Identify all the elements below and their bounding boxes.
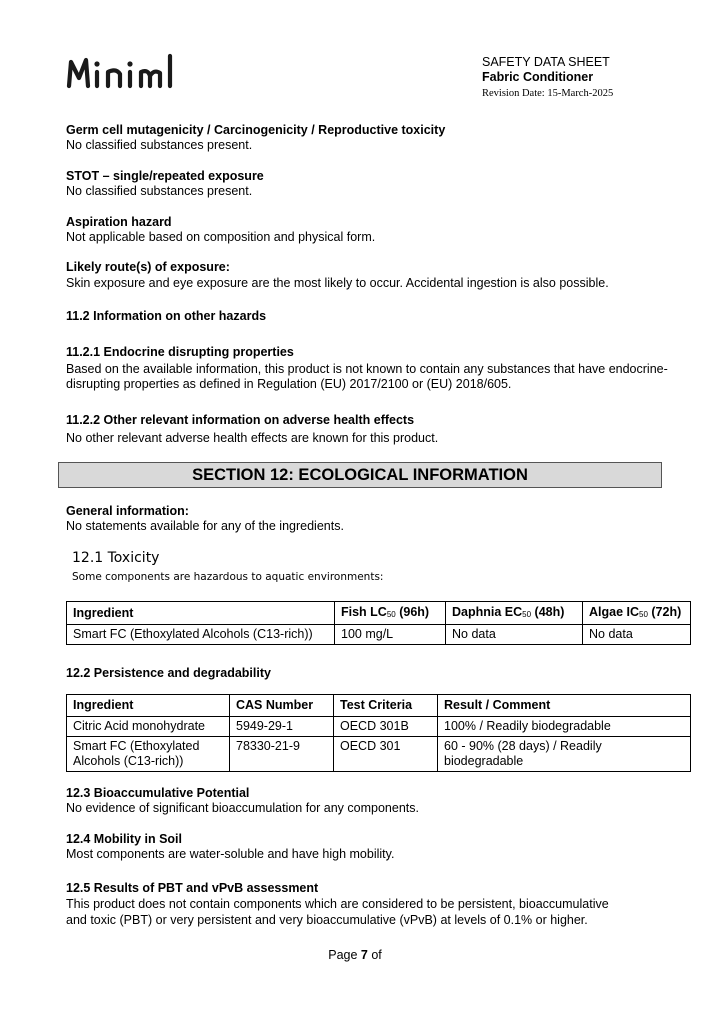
header-test-criteria: Test Criteria	[334, 695, 438, 717]
general-info-text: No statements available for any of the ingredients.	[66, 519, 344, 533]
table-cell: 100 mg/L	[335, 625, 446, 645]
stot-title: STOT – single/repeated exposure	[66, 169, 264, 183]
header-daphnia-ec50: Daphnia $EC_{50}$ (48h)	[446, 602, 583, 625]
company-logo	[64, 50, 176, 92]
bioaccumulative-text: No evidence of significant bioaccumulation for any components.	[66, 801, 419, 815]
heading-11-2-1: 11.2.1 Endocrine disrupting properties	[66, 345, 294, 359]
pbt-title: 12.5 Results of PBT and vPvB assessment	[66, 881, 319, 895]
table-row	[67, 717, 691, 737]
endocrine-text-line1: Based on the available information, this product is not known to contain any substances that have endocrine-	[66, 362, 668, 376]
table-header-row	[67, 695, 691, 717]
header-result-comment: Result / Comment	[438, 695, 691, 717]
page-number: Page 7 of	[328, 948, 382, 962]
table-cell: Smart FC (Ethoxylated Alcohols (C13-rich))	[67, 625, 335, 645]
mobility-text: Most components are water-soluble and have high mobility.	[66, 847, 395, 861]
persistence-table	[66, 694, 691, 772]
table-row	[67, 737, 691, 772]
persistence-title: 12.2 Persistence and degradability	[66, 666, 271, 680]
table-cell: Citric Acid monohydrate	[67, 717, 230, 737]
other-effects-text: No other relevant adverse health effects are known for this product.	[66, 431, 439, 445]
route-title: Likely route(s) of exposure:	[66, 260, 230, 274]
table-cell: OECD 301	[334, 737, 438, 772]
toxicity-note: Some components are hazardous to aquatic environments:	[72, 571, 384, 583]
header-fish-lc50: Fish $LC_{50}$ (96h)	[335, 602, 446, 625]
table-cell: 60 - 90% (28 days) / Readily biodegradable	[438, 737, 691, 772]
aspiration-title: Aspiration hazard	[66, 215, 172, 229]
toxicity-table	[66, 601, 691, 645]
pbt-text-line1: This product does not contain components which are considered to be persistent, bioaccumulative	[66, 897, 609, 911]
heading-11-2-2: 11.2.2 Other relevant information on adverse health effects	[66, 413, 415, 427]
route-text: Skin exposure and eye exposure are the most likely to occur. Accidental ingestion is also possible.	[66, 276, 609, 290]
bioaccumulative-title: 12.3 Bioaccumulative Potential	[66, 786, 250, 800]
general-info-title: General information:	[66, 504, 189, 518]
doc-type: SAFETY DATA SHEET	[482, 55, 610, 69]
table-cell: 78330-21-9	[230, 737, 334, 772]
table-cell: 5949-29-1	[230, 717, 334, 737]
heading-11-2: 11.2 Information on other hazards	[66, 309, 267, 323]
table-row	[67, 625, 691, 645]
table-cell: Smart FC (Ethoxylated Alcohols (C13-rich))	[67, 737, 230, 772]
table-cell: OECD 301B	[334, 717, 438, 737]
mobility-title: 12.4 Mobility in Soil	[66, 832, 182, 846]
section-12-banner: SECTION 12: ECOLOGICAL INFORMATION	[58, 462, 662, 488]
aspiration-text: Not applicable based on composition and physical form.	[66, 230, 376, 244]
product-name: Fabric Conditioner	[482, 70, 594, 84]
header-ingredient: Ingredient	[67, 695, 230, 717]
revision-date: Revision Date: 15-March-2025	[482, 88, 614, 99]
table-cell: 100% / Readily biodegradable	[438, 717, 691, 737]
header-cas-number: CAS Number	[230, 695, 334, 717]
germ-text: No classified substances present.	[66, 138, 253, 152]
table-header-row	[67, 602, 691, 625]
table-cell: No data	[583, 625, 691, 645]
header-algae-ic50: Algae $IC_{50}$ (72h)	[583, 602, 691, 625]
table-cell: No data	[446, 625, 583, 645]
document-header	[482, 55, 613, 101]
stot-text: No classified substances present.	[66, 184, 253, 198]
toxicity-title: 12.1 Toxicity	[72, 550, 160, 566]
germ-title: Germ cell mutagenicity / Carcinogenicity / Reproductive toxicity	[66, 123, 446, 137]
endocrine-text-line2: disrupting properties as defined in Regulation (EU) 2017/2100 or (EU) 2018/605.	[66, 377, 512, 391]
header-ingredient: Ingredient	[67, 602, 335, 625]
pbt-text-line2: and toxic (PBT) or very persistent and very bioaccumulative (vPvB) at levels of 0.1% or higher.	[66, 913, 588, 927]
